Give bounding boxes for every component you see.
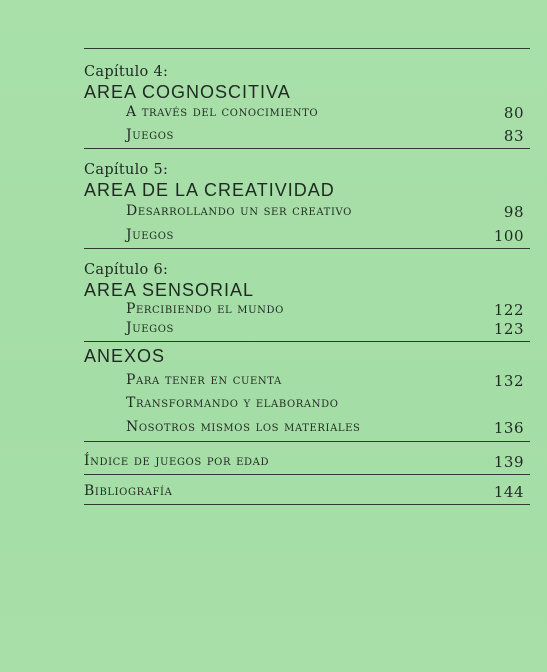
toc-entry-page: 123 [493, 320, 524, 338]
chapter-5-label: Capítulo 5: [84, 162, 169, 178]
divider [84, 248, 530, 249]
top-rule [84, 48, 530, 49]
toc-entry-text: Transformando y elaborando [126, 395, 339, 411]
toc-entry-text: Juegos [126, 127, 174, 143]
toc-entry-page: 122 [493, 301, 524, 319]
chapter-6-label: Capítulo 6: [84, 262, 169, 278]
chapter-6-title: AREA SENSORIAL [84, 280, 255, 300]
divider [84, 341, 530, 342]
toc-entry-text: Percibiendo el mundo [126, 301, 284, 317]
divider [84, 148, 530, 149]
toc-entry-page: 98 [503, 203, 524, 221]
divider [84, 474, 530, 475]
toc-entry-page: 80 [503, 104, 524, 122]
toc-entry-text: Índice de juegos por edad [84, 453, 270, 469]
toc-entry-text: Desarrollando un ser creativo [126, 203, 352, 219]
anexos-title: ANEXOS [84, 346, 166, 366]
toc-entry-page: 136 [493, 419, 524, 437]
toc-entry-page: 83 [503, 127, 524, 145]
toc-entry-text: Juegos [126, 227, 174, 243]
toc-entry-text: Juegos [126, 320, 174, 336]
toc-entry-page: 139 [493, 453, 524, 471]
toc-entry-text: Para tener en cuenta [126, 372, 282, 388]
chapter-4-label: Capítulo 4: [84, 64, 169, 80]
bottom-rule [84, 504, 530, 505]
toc-entry-page: 100 [493, 227, 524, 245]
toc-entry-text: Nosotros mismos los materiales [126, 419, 361, 435]
chapter-4-title: AREA COGNOSCITIVA [84, 82, 291, 102]
toc-entry-text: A través del conocimiento [126, 104, 319, 120]
divider [84, 441, 530, 442]
toc-entry-page: 132 [493, 372, 524, 390]
chapter-5-title: AREA DE LA CREATIVIDAD [84, 180, 335, 200]
toc-entry-text: Bibliografía [84, 483, 173, 499]
toc-entry-page: 144 [493, 483, 524, 501]
